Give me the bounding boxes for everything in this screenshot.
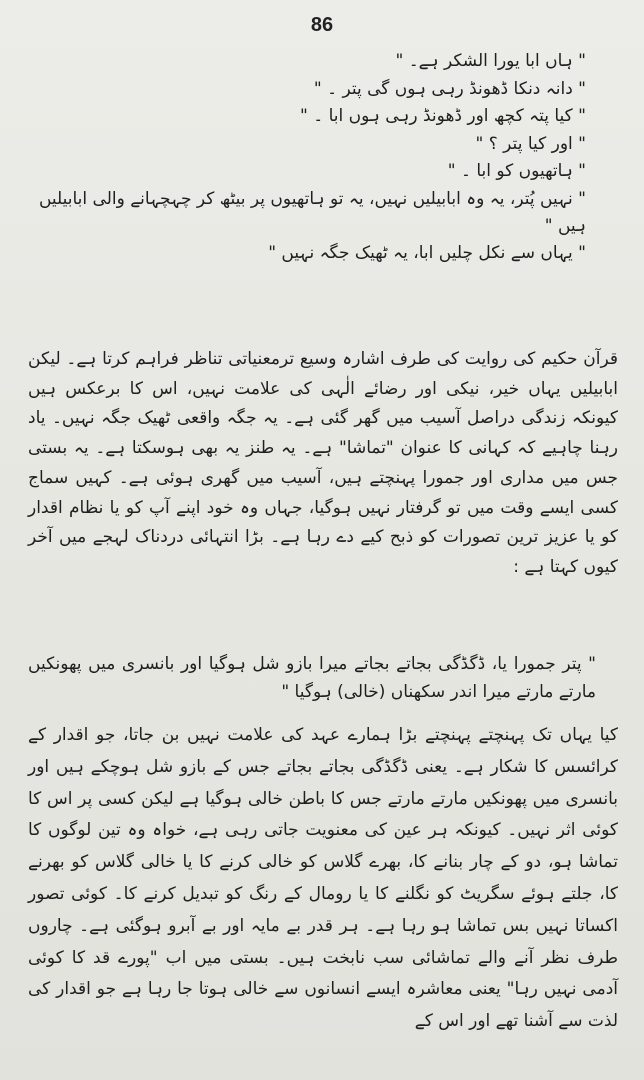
dialogue-line: " دانہ دنکا ڈھونڈ رہی ہوں گی پتر ۔ " bbox=[313, 78, 586, 99]
dialogue-line: " یہاں سے نکل چلیں ابا، یہ ٹھیک جگہ نہیں " bbox=[268, 242, 586, 263]
dialogue-line: " اور کیا پتر ؟ " bbox=[475, 133, 586, 154]
page-number: 86 bbox=[310, 14, 334, 36]
dialogue-line: " ہاں ابا یورا الشکر ہے۔ " bbox=[395, 51, 586, 71]
dialogue-line: " ہاتھیوں کو ابا ۔ " bbox=[447, 161, 586, 181]
body-paragraph: کیا یہاں تک پہنچتے پہنچتے بڑا ہمارے عہد کی علامت نہیں بن جاتا، جو اقدار کے کرائسس کا شکار ہے۔ یعنی ڈگڈگی بجاتے بجاتے جس کے بازو شل ہوچکے ہیں اور بانسری میں پھونکیں مارتے مارتے جس کا باطن خالی ہوگیا ہے لیکن کسی پر اس کا کوئی اثر نہیں۔ کیونکہ ہر عین کی معنویت جاتی رہی ہے، خواہ وہ تین لوگوں کا تماشا ہو، دو کے چار بنانے کا، بھرے گلاس کو خالی کرنے کا یا خالی گلاس کو بھرنے کا، جلتے ہوئے سگریٹ کو نگلنے کا یا رومال کے رنگ کو تبدیل کرنے کا۔ کوئی تصور اکساتا نہیں بس تماشا ہو رہا ہے۔ ہر قدر بے مایہ اور بے آبرو ہوگئی ہے۔ چاروں طرف نظر آنے والے تماشائی سب نابخت ہیں۔ بستی میں اب "پورے قد کا کوئی آدمی نہیں رہا" یعنی معاشرہ ایسے انسانوں سے خالی ہوتا جا رہا ہے جو اقدار کی لذت سے آشنا تھے اور اس کے bbox=[28, 725, 618, 1032]
body-paragraph: قرآن حکیم کی روایت کی طرف اشارہ وسیع ترمعنیاتی تناظر فراہم کرتا ہے۔ لیکن ابابیلیں یہاں خیر، نیکی اور رضائے الٰہی کی علامت نہیں، اس کا برعکس ہیں کیونکہ زندگی دراصل آسیب میں گھر گئی ہے۔ یہ جگہ واقعی ٹھیک جگہ نہیں۔ یاد رہنا چاہیے کہ کہانی کا عنوان "تماشا" ہے۔ یہ طنز یہ بھی ہوسکتا ہے۔ یہ بستی جس میں مداری اور جمورا پہنچتے ہیں، آسیب میں گھری ہوئی ہے۔ کہیں سماج کسی ایسے وقت میں تو گرفتار نہیں ہوگیا، جہاں وہ خود اپنے آپ کو یا نظام اقدار کو یا عزیز ترین تصورات کو ذبح کیے دے رہا ہے۔ بڑا انتہائی دردناک لہجے میں آخر کیوں کہتا ہے : bbox=[28, 349, 618, 577]
block-quote: " پتر جمورا یا، ڈگڈگی بجاتے بجاتے میرا بازو شل ہوگیا اور بانسری میں پھونکیں مارتے مارتے میرا اندر سکھناں (خالی) ہوگیا " bbox=[28, 654, 596, 702]
dialogue-line: " کیا پتہ کچھ اور ڈھونڈ رہی ہوں ابا ۔ " bbox=[300, 106, 586, 126]
dialogue-line: " نہیں پُتر، یہ وہ ابابیلیں نہیں، یہ تو ہاتھیوں پر بیٹھ کر چہچہانے والی ابابیلیں ہیں " bbox=[38, 188, 586, 236]
dialogue-block bbox=[28, 48, 618, 267]
